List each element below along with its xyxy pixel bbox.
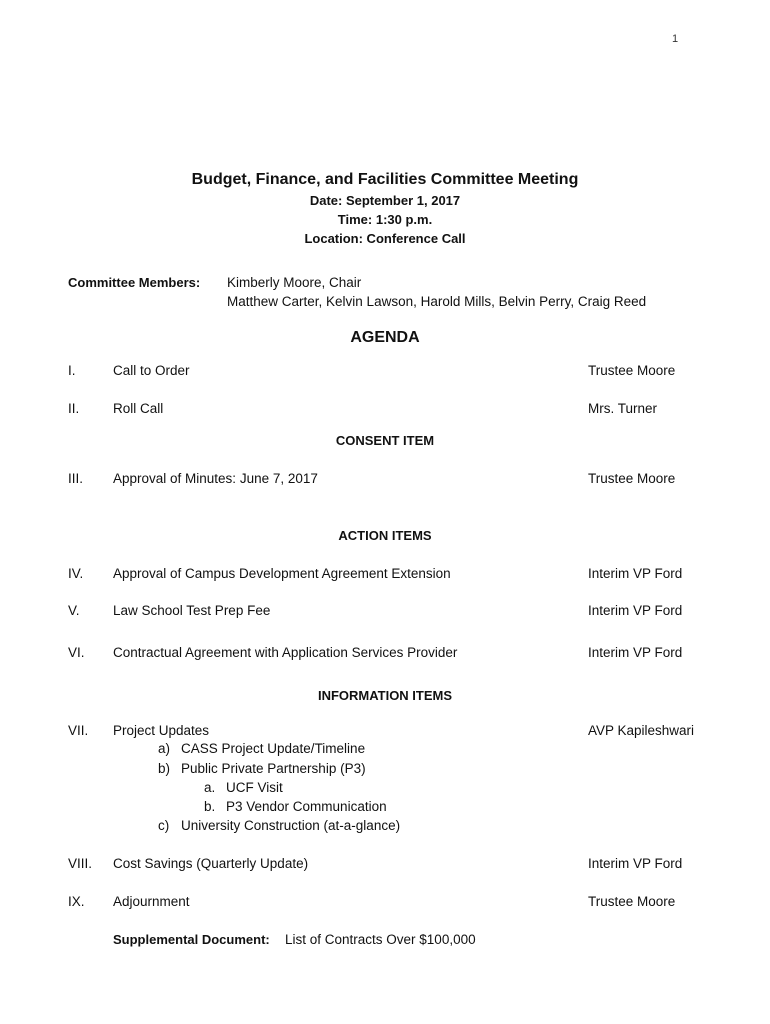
subitem-marker: c)	[158, 818, 170, 833]
meeting-date: Date: September 1, 2017	[309, 193, 461, 208]
section-consent-heading: CONSENT ITEM	[335, 433, 435, 448]
subitem-text: CASS Project Update/Timeline	[181, 741, 366, 756]
committee-members: Matthew Carter, Kelvin Lawson, Harold Mills, Belvin Perry, Craig Reed	[227, 294, 647, 309]
item-title: Adjournment	[113, 894, 190, 909]
item-number: VI.	[68, 645, 85, 660]
section-action-heading: ACTION ITEMS	[338, 528, 432, 543]
section-information-heading: INFORMATION ITEMS	[317, 688, 453, 703]
subitem-text: University Construction (at-a-glance)	[181, 818, 401, 833]
item-presenter: Trustee Moore	[588, 894, 676, 909]
subitem-marker: a)	[158, 741, 171, 756]
item-number: III.	[68, 471, 84, 486]
supplemental-label: Supplemental Document:	[113, 932, 270, 947]
meeting-location: Location: Conference Call	[304, 231, 466, 246]
item-title: Call to Order	[113, 363, 190, 378]
item-title: Approval of Campus Development Agreement Extension	[113, 566, 451, 581]
item-number: IX.	[68, 894, 85, 909]
item-number: VII.	[68, 723, 89, 738]
committee-chair: Kimberly Moore, Chair	[227, 275, 362, 290]
item-title: Roll Call	[113, 401, 164, 416]
item-presenter: Trustee Moore	[588, 471, 676, 486]
item-title: Project Updates	[113, 723, 210, 738]
item-presenter: Interim VP Ford	[588, 603, 683, 618]
item-presenter: AVP Kapileshwari	[588, 723, 695, 738]
item-title: Contractual Agreement with Application Services Provider	[113, 645, 458, 660]
item-number: IV.	[68, 566, 84, 581]
committee-label: Committee Members:	[68, 275, 201, 290]
item-title: Cost Savings (Quarterly Update)	[113, 856, 309, 871]
subitem-text: Public Private Partnership (P3)	[181, 761, 366, 776]
item-presenter: Mrs. Turner	[588, 401, 658, 416]
meeting-title: Budget, Finance, and Facilities Committee Meeting	[191, 171, 579, 188]
subitem-text: P3 Vendor Communication	[226, 799, 387, 814]
meeting-time: Time: 1:30 p.m.	[337, 212, 433, 227]
item-presenter: Trustee Moore	[588, 363, 676, 378]
supplemental-text: List of Contracts Over $100,000	[285, 932, 476, 947]
item-number: I.	[68, 363, 76, 378]
subitem-marker: b)	[158, 761, 171, 776]
agenda-heading: AGENDA	[350, 329, 420, 346]
item-title: Law School Test Prep Fee	[113, 603, 271, 618]
item-number: V.	[68, 603, 80, 618]
subitem-marker: a.	[204, 780, 216, 795]
item-number: VIII.	[68, 856, 93, 871]
item-presenter: Interim VP Ford	[588, 856, 683, 871]
item-number: II.	[68, 401, 80, 416]
item-presenter: Interim VP Ford	[588, 645, 683, 660]
page-number: 1	[672, 33, 679, 45]
item-presenter: Interim VP Ford	[588, 566, 683, 581]
subitem-text: UCF Visit	[226, 780, 283, 795]
item-title: Approval of Minutes: June 7, 2017	[113, 471, 318, 486]
subitem-marker: b.	[204, 799, 216, 814]
